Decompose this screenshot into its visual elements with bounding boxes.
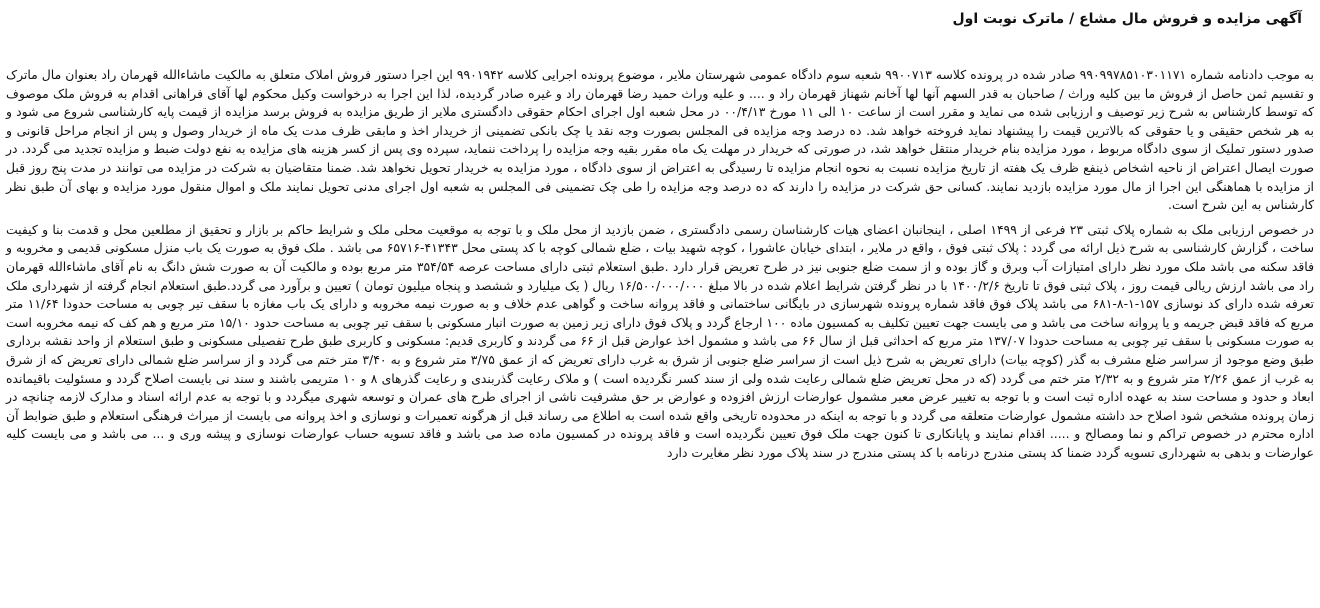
notice-paragraph-auction-terms: به موجب دادنامه شماره ۹۹۰۹۹۷۸۵۱۰۳۰۱۱۷۱ صادر شده در پرونده کلاسه ۹۹۰۰۷۱۳ شعبه سوم دادگاه عمومی شهرستان ملایر ، موضوع پرونده اجرایی کلاسه ۹۹۰۱۹۴۲ این اجرا دستور فروش املاک متعلق به مالکیت ماشاءالله قهرمان راد بعنوان مال ماترک و تقسیم ثمن حاصل از فروش ما بین کلیه وراث / صاحبان به قدر السهم آنها لها آخانم شهناز قهرمان راد و .... و علیه وراث حمید رضا قهرمان راد و غیره صادر گردیده، لذا این اجرا به درخواست وکیل محکوم لها آقای فراهانی اقدام به فروش ملک موصوف که توسط کارشناس به شرح زیر توصیف و ارزیابی شده می نماید و مقرر است از ساعت ۱۰ الی ۱۱ مورخ ۰۰/۴/۱۳ در محل شعبه اول اجرای احکام حقوقی دادگستری ملایر از طریق مزایده به فروش برسد مزایده از قیمت پایه کارشناسی شروع می شود و به هر شخص حقیقی و یا حقوقی که بالاترین قیمت را پیشنهاد نماید فروخته خواهد شد. ده درصد وجه مزایده فی المجلس بصورت وجه نقد یا چک بانکی تضمینی از خریدار اخذ و مابقی ظرف مدت یک ماه از خریدار وصول و پس از انجام مراحل قانونی و صدور دستور تملیک از سوی دادگاه مربوط ، مورد مزایده بنام خریدار منتقل خواهد شد، در صورتی که خریدار در مهلت یک ماه مقرر بقیه وجه مزایده را پرداخت ننماید، سپرده وی پس از کسر هزینه های مزایده به نفع دولت ضبط و مزایده تجدید می گردد. در صورت ایصال اعتراض از ناحیه اشخاص ذینفع ظرف یک هفته از تاریخ مزایده نسبت به نحوه انجام مزایده تا رسیدگی به اعتراض از سوی دادگاه ، مورد مزایده به خریدار تحویل نخواهد شد. ضمنا متقاضیان به شرکت در مزایده می توانند در مدت پنج روز قبل از مزایده با هماهنگی این اجرا از مال مورد مزایده بازدید نمایند. کسانی حق شرکت در مزایده را دارند که ده درصد وجه مزایده را طی چک تضمینی فی المجلس به شعبه اول اجرای مدنی تحویل نمایند ملک و اموال منقول مورد مزایده و بهای آن طبق نظر کارشناس به این شرح است. xyxy=(6,67,1315,213)
notice-paragraph-property-appraisal: در خصوص ارزیابی ملک به شماره پلاک ثبتی ۲۳ فرعی از ۱۴۹۹ اصلی ، اینجانبان اعضای هیات کارشناسان رسمی دادگستری ، ضمن بازدید از محل ملک و با توجه به موقعیت محلی ملک و شرایط حاکم بر بازار و تحقیق از مطلعین محل و قدمت بنا و کیفیت ساخت ، گزارش کارشناسی به شرح ذیل ارائه می گردد : پلاک ثبتی فوق ، واقع در ملایر ، ابتدای خیابان عاشورا ، کوچه شهید بیات ، ضلع شمالی کوچه با کد پستی محل ۴۱۳۴۳-۶۵۷۱۶ می باشد . ملک فوق به صورت یک باب منزل مسکونی قدیمی و مخروبه و فاقد سکنه می باشد ملک مورد نظر دارای امتیازات آب وبرق و گاز بوده و از سمت ضلع جنوبی نیز در طرح تعریض قرار دارد .طبق استعلام ثبتی دارای مساحت عرصه ۳۵۴/۵۴ متر مربع بوده و مالکیت آن به صورت شش دانگ به نام آقای ماشاءالله قهرمان راد می باشد ارزش ریالی قیمت روز ، پلاک ثبتی فوق تا تاریخ ۱۴۰۰/۲/۶ با در نظر گرفتن شرایط اعلام شده در بالا مبلغ ۱۶/۵۰۰/۰۰۰/۰۰۰ ریال ( یک میلیارد و ششصد و پنجاه میلیون تومان ) تعیین و برآورد می گردد.طبق استعلام انجام گرفته از شهرداری ملک تعرفه شده دارای کد نوسازی ۱۵۷-۱-۸-۶۸۱ می باشد پلاک فوق فاقد شماره پرونده شهرسازی در بایگانی ساختمانی و فاقد پروانه ساخت و گواهی عدم خلاف و به صورت نیمه مخروبه و دارای یک باب مغازه با سقف تیر چوبی به مساحت حدودا ۱۱/۶۴ متر مربع که فاقد قبض جریمه و یا پروانه ساخت می باشد و می بایست جهت تعیین تکلیف به کمسیون ماده ۱۰۰ ارجاع گردد و پلاک فوق دارای زیر زمین به صورت انبار مسکونی با سقف تیر چوبی به مساحت حدود ۱۵/۱۰ متر مربع و هم کف که نیمه مخروبه است به صورت مسکونی با سقف تیر چوبی به مساحت حدودا ۱۳۷/۰۷ متر مربع که احداثی قبل از سال ۶۶ می باشد و مشمول اخذ عوارض قبل از ۶۶ می گردند و کاربری قدیم: مسکونی و کاربری طبق طرح تفصیلی مسکونی و طبق استعلام از واحد نقشه برداری طبق وضع موجود از سراسر ضلع مشرف به گذر (کوچه بیات) دارای تعریض به شرح ذیل است از سراسر ضلع جنوبی از شرق به غرب دارای تعریض که از عمق ۳/۷۵ متر شروع و به ۳/۴۰ متر ختم می گردد و از سراسر ضلع شمالی دارای تعریض که از شرق به غرب از عمق ۲/۲۶ متر شروع و به ۲/۳۲ متر ختم می گردد (که در محل تعریض ضلع شمالی رعایت شده ولی از سند کسر نگردیده است ) و ملاک رعایت گذربندی و رعایت گذرهای ۸ و ۱۰ متریمی باشند و سند نی بایست اصلاح گردد و مسئولیت باقیمانده ابعاد و حدود و مساحت سند به عهده اداره ثبت است و با توجه به تغییر عرض معبر مشمول عوارضات ارزش افزوده و عوارض بر حق مشرفیت ناشی از اجرای طرح های عمران و توسعه شهری میگردد و با توجه به عدم ارائه اسناد و مدارک لازمه چنانچه در زمان پرونده مشخص شود اصلاح حد داشته مشمول عوارضات متعلقه می گردد و با توجه به اینکه در محدوده تاریخی واقع شده است به اطلاع می رساند قبل از هرگونه تعمیرات و نوسازی و اخذ پروانه می بایست از میراث فرهنگی استعلام و طبق ضوابط آن اداره محترم در خصوص تراکم و نما ومصالح و ..... اقدام نمایند و پایانکاری تا کنون جهت ملک فوق تعیین نگردیده است و فاقد پرونده در کمسیون ماده صد می باشد و فاقد تسویه حساب عوارضات نوسازی و پیشه وری و ... می باشد و می بایست کلیه عوارضات و بدهی به شهرداری تسویه گردد ضمنا کد پستی مندرج درنامه با کد پستی مندرج در سند پلاک مورد نظر مغایرت دارد xyxy=(6,221,1315,460)
notice-title: آگهی مزایده و فروش مال مشاع / ماترک نوبت اول xyxy=(952,11,1302,27)
notice-body xyxy=(6,66,1314,462)
